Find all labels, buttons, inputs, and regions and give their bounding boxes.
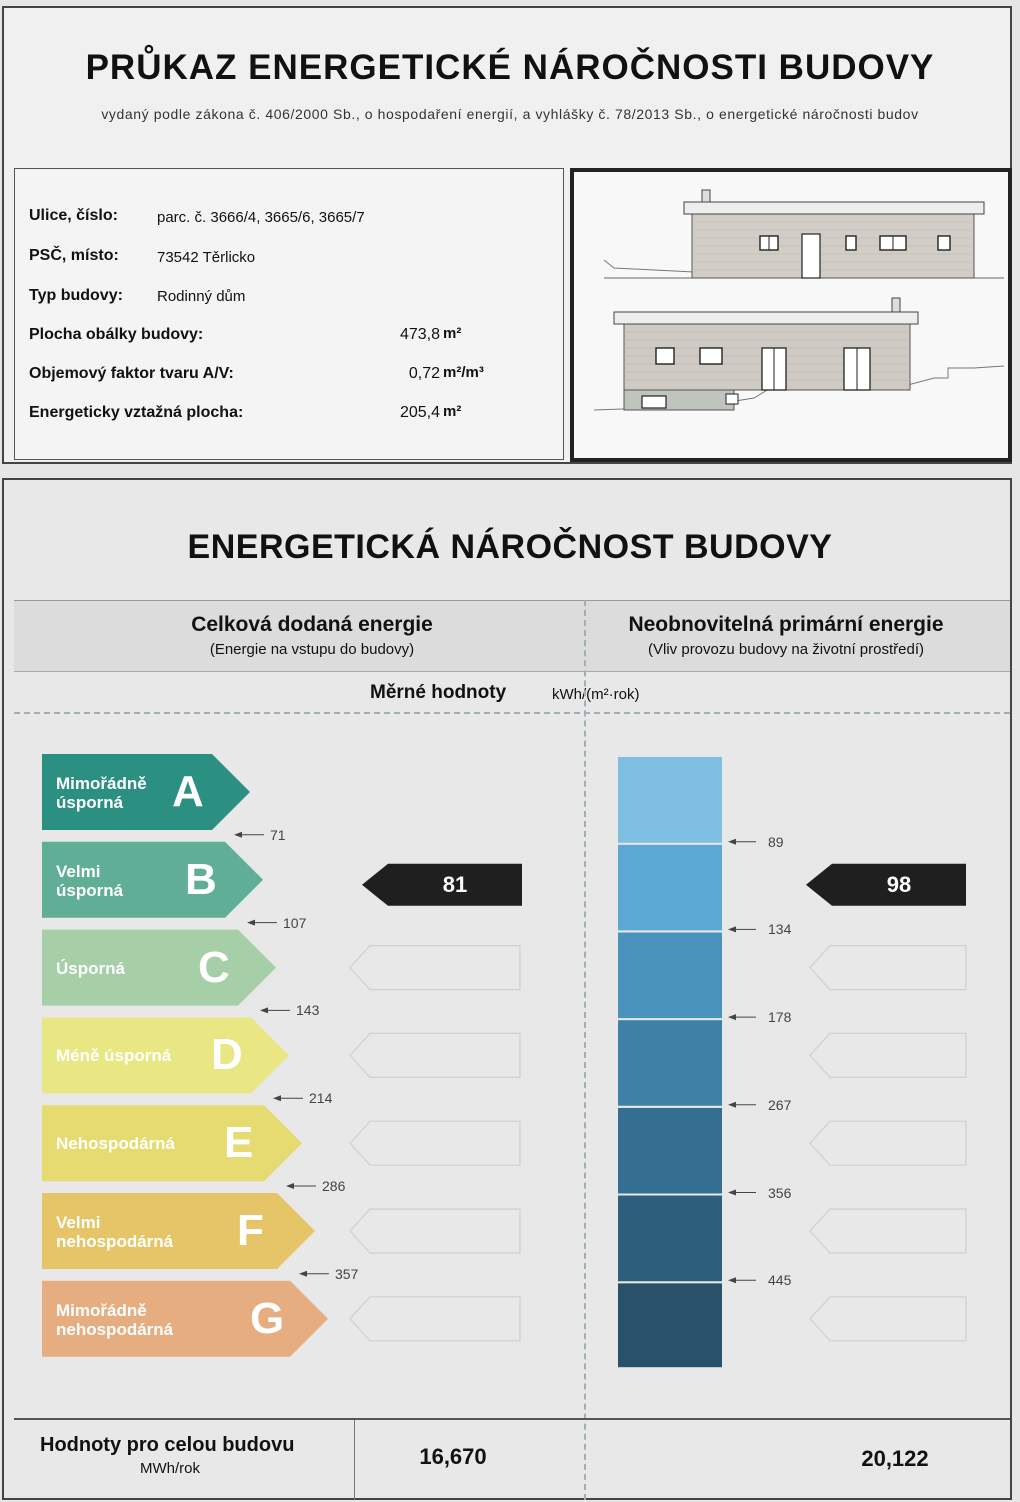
threshold-arrowhead <box>273 1095 281 1101</box>
class-label-e <box>56 1134 175 1153</box>
class-label-d <box>56 1046 171 1065</box>
threshold-arrowhead <box>247 920 255 926</box>
class-letter-c: C <box>198 942 230 992</box>
primary-threshold: 89 <box>768 833 784 850</box>
shape-label: Objemový faktor tvaru A/V: <box>29 365 234 382</box>
area-label: Energeticky vztažná plocha: <box>29 404 244 421</box>
threshold-arrowhead <box>728 926 736 932</box>
class-letter-b: B <box>185 854 217 904</box>
empty-indicator-slot <box>810 1297 966 1341</box>
threshold-arrowhead <box>260 1007 268 1013</box>
primary-threshold: 267 <box>768 1096 792 1113</box>
area-unit: m² <box>443 403 462 420</box>
primary-energy-band <box>618 757 722 843</box>
delivered-energy-title: Celková dodaná energie <box>191 613 433 636</box>
class-letter-a: A <box>172 767 204 816</box>
delivered-energy-value: 81 <box>442 871 468 897</box>
primary-threshold: 134 <box>768 921 792 938</box>
empty-indicator-slot <box>350 1121 520 1165</box>
delivered-threshold: 143 <box>296 1002 320 1019</box>
street-label: Ulice, číslo: <box>29 207 118 224</box>
envelope-label: Plocha obálky budovy: <box>29 326 204 343</box>
class-letter-d: D <box>211 1030 243 1080</box>
legal-subtitle: vydaný podle zákona č. 406/2000 Sb., o hospodaření energií, a vyhlášky č. 78/2013 Sb., o energetické náročnosti budov <box>101 106 919 122</box>
class-label-line1: Mimořádně <box>56 1300 147 1320</box>
threshold-arrowhead <box>286 1183 294 1189</box>
class-label-line2: úsporná <box>56 880 124 900</box>
empty-indicator-slot <box>810 1033 966 1077</box>
threshold-arrowhead <box>299 1271 307 1277</box>
delivered-threshold: 71 <box>270 826 286 843</box>
class-label-g <box>56 1301 173 1339</box>
threshold-arrowhead <box>728 1190 736 1196</box>
class-label-c <box>56 959 125 978</box>
shape-value: 0,72 <box>408 365 440 382</box>
class-label-b <box>56 862 123 900</box>
primary-threshold: 356 <box>768 1184 792 1201</box>
whole-building-unit: MWh/rok <box>140 1460 200 1477</box>
envelope-unit: m² <box>443 325 462 342</box>
primary-energy-band <box>618 845 722 931</box>
zip-label: PSČ, místo: <box>29 247 119 264</box>
delivered-threshold: 286 <box>322 1178 346 1194</box>
primary-threshold: 445 <box>768 1272 792 1289</box>
threshold-arrowhead <box>728 839 736 845</box>
primary-energy-value: 98 <box>886 871 912 897</box>
empty-indicator-slot <box>810 1121 966 1165</box>
specific-values-unit: kWh/(m²·rok) <box>552 686 640 703</box>
class-label-line1: Méně úsporná <box>56 1046 172 1066</box>
delivered-threshold: 214 <box>309 1090 333 1107</box>
empty-indicator-slot <box>350 946 520 990</box>
delivered-energy-total: 16,670 <box>419 1444 487 1469</box>
primary-threshold: 178 <box>768 1009 792 1026</box>
class-label-line2: úsporná <box>56 793 124 812</box>
class-label-a <box>56 774 147 812</box>
empty-indicator-slot <box>350 1209 520 1253</box>
section-title: ENERGETICKÁ NÁROČNOST BUDOVY <box>187 528 833 566</box>
class-label-line1: Velmi <box>56 1213 101 1232</box>
primary-energy-band <box>618 1108 722 1194</box>
delivered-threshold: 357 <box>335 1265 359 1282</box>
empty-indicator-slot <box>350 1297 520 1341</box>
primary-energy-band <box>618 932 722 1018</box>
primary-energy-band <box>618 1283 722 1367</box>
class-label-f <box>56 1213 173 1251</box>
threshold-arrowhead <box>728 1102 736 1108</box>
delivered-threshold: 107 <box>283 914 307 931</box>
type-value: Rodinný dům <box>157 288 246 305</box>
class-letter-e: E <box>224 1118 254 1168</box>
primary-energy-subtitle: (Vliv provozu budovy na životní prostředí) <box>648 641 924 658</box>
page-title: PRŮKAZ ENERGETICKÉ NÁROČNOSTI BUDOVY <box>85 48 935 87</box>
empty-indicator-slot <box>350 1033 520 1077</box>
type-label: Typ budovy: <box>29 287 123 304</box>
primary-energy-band <box>618 1020 722 1106</box>
specific-values-label: Měrné hodnoty <box>370 682 507 703</box>
primary-energy-band <box>618 1196 722 1282</box>
whole-building-label: Hodnoty pro celou budovu <box>40 1434 295 1456</box>
class-label-line1: Nehospodárná <box>56 1134 176 1154</box>
area-value: 205,4 <box>399 404 440 421</box>
threshold-arrowhead <box>728 1277 736 1283</box>
class-letter-f: F <box>237 1206 264 1255</box>
primary-energy-total: 20,122 <box>861 1446 929 1471</box>
class-label-line2: nehospodárná <box>56 1232 174 1251</box>
delivered-energy-subtitle: (Energie na vstupu do budovy) <box>209 641 415 658</box>
class-label-line1: Velmi <box>56 861 101 881</box>
class-label-line2: nehospodárná <box>56 1319 174 1339</box>
envelope-value: 473,8 <box>399 326 440 343</box>
class-letter-g: G <box>250 1293 285 1343</box>
class-label-line1: Úsporná <box>56 958 125 978</box>
empty-indicator-slot <box>810 946 966 990</box>
threshold-arrowhead <box>234 832 242 838</box>
empty-indicator-slot <box>810 1209 966 1253</box>
shape-unit: m²/m³ <box>443 364 484 381</box>
threshold-arrowhead <box>728 1014 736 1020</box>
street-value: parc. č. 3666/4, 3665/6, 3665/7 <box>157 209 365 226</box>
zip-value: 73542 Těrlicko <box>157 249 256 266</box>
class-label-line1: Mimořádně <box>56 774 147 793</box>
primary-energy-title: Neobnovitelná primární energie <box>628 613 944 636</box>
